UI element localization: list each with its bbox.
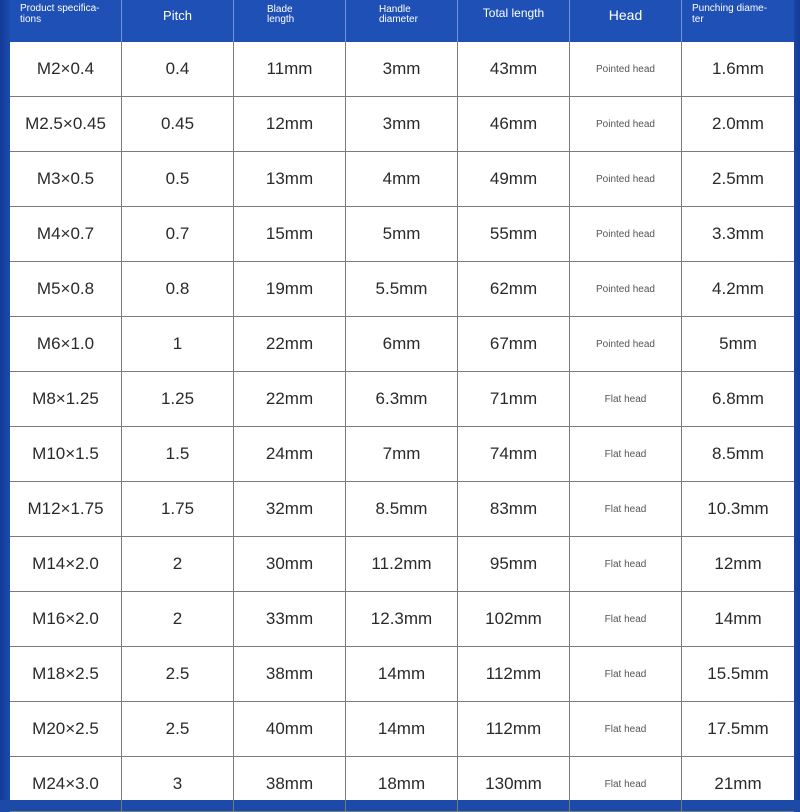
cell-blade-length: 22mm xyxy=(234,317,346,372)
cell-head-type: Pointed head xyxy=(570,42,682,97)
cell-blade-length: 11mm xyxy=(234,42,346,97)
cell-product-spec: M8×1.25 xyxy=(10,372,122,427)
cell-blade-length: 38mm xyxy=(234,757,346,812)
cell-total-length: 43mm xyxy=(458,42,570,97)
cell-blade-length: 15mm xyxy=(234,207,346,262)
cell-punching-diameter: 10.3mm xyxy=(682,482,794,537)
cell-total-length: 46mm xyxy=(458,97,570,152)
cell-blade-length: 12mm xyxy=(234,97,346,152)
cell-product-spec: M3×0.5 xyxy=(10,152,122,207)
cell-blade-length: 38mm xyxy=(234,647,346,702)
header-blade-length xyxy=(234,0,346,42)
cell-punching-diameter: 17.5mm xyxy=(682,702,794,757)
cell-blade-length: 19mm xyxy=(234,262,346,317)
header-total-length xyxy=(458,0,570,42)
cell-head-type: Pointed head xyxy=(570,97,682,152)
cell-handle-diameter: 5mm xyxy=(346,207,458,262)
cell-total-length: 71mm xyxy=(458,372,570,427)
cell-product-spec: M18×2.5 xyxy=(10,647,122,702)
cell-product-spec: M10×1.5 xyxy=(10,427,122,482)
cell-head-type: Flat head xyxy=(570,372,682,427)
cell-pitch: 1.5 xyxy=(122,427,234,482)
cell-handle-diameter: 11.2mm xyxy=(346,537,458,592)
cell-pitch: 2.5 xyxy=(122,702,234,757)
cell-handle-diameter: 8.5mm xyxy=(346,482,458,537)
cell-total-length: 102mm xyxy=(458,592,570,647)
cell-head-type: Pointed head xyxy=(570,207,682,262)
cell-handle-diameter: 5.5mm xyxy=(346,262,458,317)
cell-product-spec: M5×0.8 xyxy=(10,262,122,317)
cell-punching-diameter: 21mm xyxy=(682,757,794,812)
cell-handle-diameter: 18mm xyxy=(346,757,458,812)
cell-head-type: Flat head xyxy=(570,647,682,702)
cell-blade-length: 30mm xyxy=(234,537,346,592)
header-label: Total length xyxy=(482,6,545,20)
cell-handle-diameter: 3mm xyxy=(346,42,458,97)
cell-head-type: Flat head xyxy=(570,757,682,812)
header-head xyxy=(570,0,682,42)
cell-punching-diameter: 5mm xyxy=(682,317,794,372)
cell-product-spec: M2.5×0.45 xyxy=(10,97,122,152)
cell-pitch: 1.25 xyxy=(122,372,234,427)
cell-pitch: 0.5 xyxy=(122,152,234,207)
cell-blade-length: 40mm xyxy=(234,702,346,757)
cell-product-spec: M14×2.0 xyxy=(10,537,122,592)
cell-total-length: 130mm xyxy=(458,757,570,812)
cell-punching-diameter: 6.8mm xyxy=(682,372,794,427)
table-header xyxy=(10,0,794,42)
cell-pitch: 0.8 xyxy=(122,262,234,317)
cell-product-spec: M4×0.7 xyxy=(10,207,122,262)
cell-head-type: Flat head xyxy=(570,592,682,647)
cell-punching-diameter: 1.6mm xyxy=(682,42,794,97)
cell-handle-diameter: 14mm xyxy=(346,702,458,757)
header-punching-diameter xyxy=(682,0,794,42)
header-handle-diameter xyxy=(346,0,458,42)
header-label: Punching diame- ter xyxy=(692,3,768,25)
cell-product-spec: M12×1.75 xyxy=(10,482,122,537)
cell-blade-length: 13mm xyxy=(234,152,346,207)
cell-pitch: 1 xyxy=(122,317,234,372)
cell-total-length: 95mm xyxy=(458,537,570,592)
cell-punching-diameter: 2.5mm xyxy=(682,152,794,207)
header-pitch xyxy=(122,0,234,42)
cell-pitch: 0.45 xyxy=(122,97,234,152)
cell-product-spec: M6×1.0 xyxy=(10,317,122,372)
cell-punching-diameter: 14mm xyxy=(682,592,794,647)
header-label: Product specifica- tions xyxy=(20,3,100,25)
cell-handle-diameter: 6mm xyxy=(346,317,458,372)
cell-head-type: Pointed head xyxy=(570,152,682,207)
cell-pitch: 0.4 xyxy=(122,42,234,97)
cell-total-length: 62mm xyxy=(458,262,570,317)
cell-product-spec: M20×2.5 xyxy=(10,702,122,757)
header-label: Blade length xyxy=(267,4,295,25)
cell-total-length: 112mm xyxy=(458,647,570,702)
cell-pitch: 1.75 xyxy=(122,482,234,537)
header-label: Pitch xyxy=(163,8,192,23)
cell-total-length: 55mm xyxy=(458,207,570,262)
cell-blade-length: 32mm xyxy=(234,482,346,537)
cell-total-length: 49mm xyxy=(458,152,570,207)
cell-total-length: 67mm xyxy=(458,317,570,372)
cell-head-type: Flat head xyxy=(570,482,682,537)
cell-head-type: Flat head xyxy=(570,537,682,592)
cell-pitch: 0.7 xyxy=(122,207,234,262)
cell-total-length: 112mm xyxy=(458,702,570,757)
cell-head-type: Flat head xyxy=(570,702,682,757)
cell-pitch: 3 xyxy=(122,757,234,812)
cell-punching-diameter: 8.5mm xyxy=(682,427,794,482)
cell-punching-diameter: 15.5mm xyxy=(682,647,794,702)
cell-total-length: 83mm xyxy=(458,482,570,537)
cell-blade-length: 22mm xyxy=(234,372,346,427)
cell-blade-length: 33mm xyxy=(234,592,346,647)
cell-punching-diameter: 12mm xyxy=(682,537,794,592)
spec-table xyxy=(10,42,794,800)
cell-handle-diameter: 7mm xyxy=(346,427,458,482)
cell-head-type: Flat head xyxy=(570,427,682,482)
cell-head-type: Pointed head xyxy=(570,262,682,317)
cell-head-type: Pointed head xyxy=(570,317,682,372)
cell-punching-diameter: 2.0mm xyxy=(682,97,794,152)
cell-punching-diameter: 3.3mm xyxy=(682,207,794,262)
cell-pitch: 2.5 xyxy=(122,647,234,702)
cell-pitch: 2 xyxy=(122,537,234,592)
cell-blade-length: 24mm xyxy=(234,427,346,482)
cell-handle-diameter: 6.3mm xyxy=(346,372,458,427)
cell-punching-diameter: 4.2mm xyxy=(682,262,794,317)
cell-product-spec: M24×3.0 xyxy=(10,757,122,812)
cell-product-spec: M16×2.0 xyxy=(10,592,122,647)
cell-handle-diameter: 3mm xyxy=(346,97,458,152)
header-label: Handle diameter xyxy=(379,4,418,25)
cell-handle-diameter: 12.3mm xyxy=(346,592,458,647)
cell-product-spec: M2×0.4 xyxy=(10,42,122,97)
cell-total-length: 74mm xyxy=(458,427,570,482)
cell-handle-diameter: 14mm xyxy=(346,647,458,702)
header-product-specifications xyxy=(10,0,122,42)
cell-handle-diameter: 4mm xyxy=(346,152,458,207)
header-label: Head xyxy=(608,7,643,23)
cell-pitch: 2 xyxy=(122,592,234,647)
